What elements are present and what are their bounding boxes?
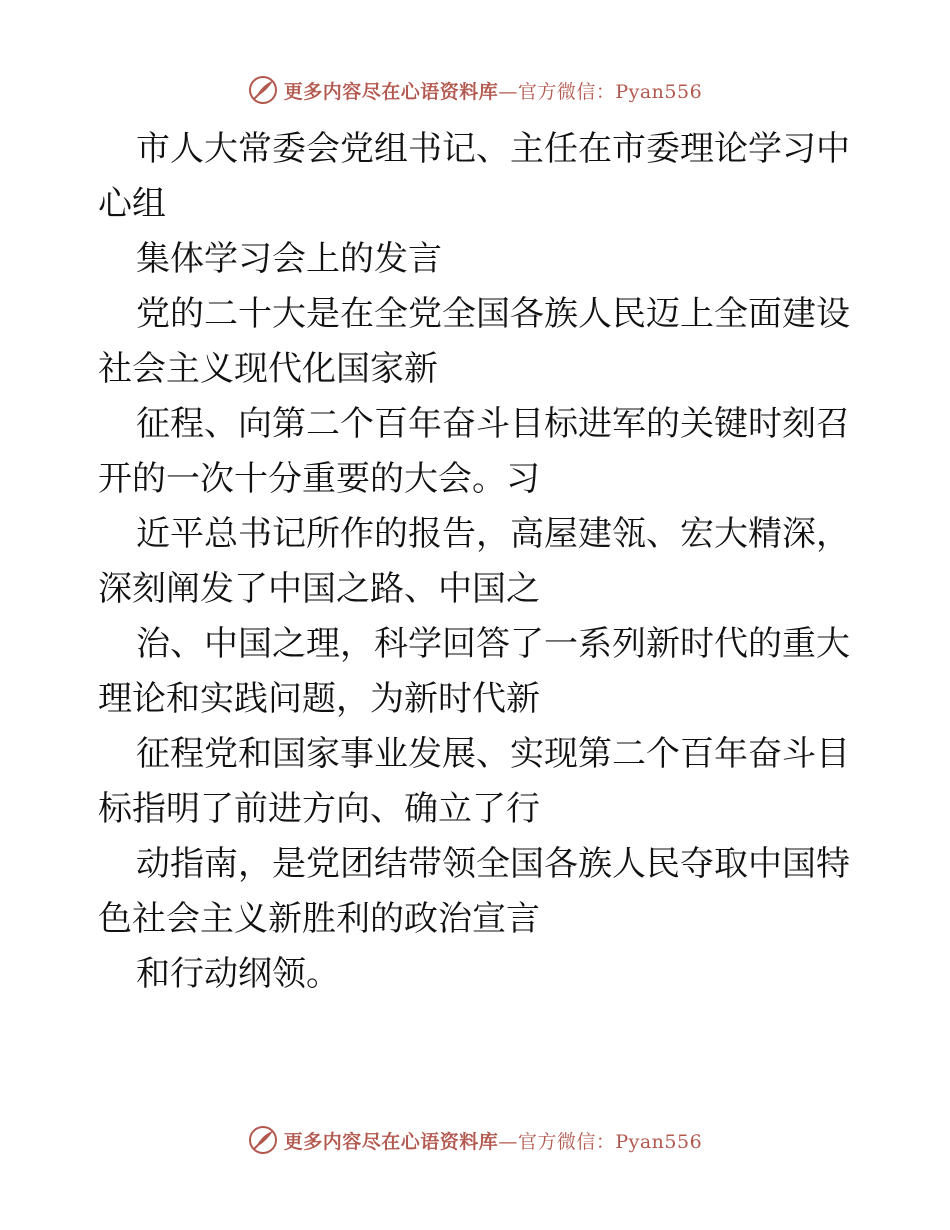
footer-separator: —: [498, 1130, 518, 1153]
paragraph-8: 动指南，是党团结带领全国各族人民夺取中国特色社会主义新胜利的政治宣言: [98, 844, 850, 939]
footer-watermark-inner: [248, 1125, 702, 1155]
paragraph-1: 市人大常委会党组书记、主任在市委理论学习中心组: [98, 129, 850, 224]
paragraph-6: 治、中国之理，科学回答了一系列新时代的重大理论和实践问题，为新时代新: [98, 624, 850, 719]
header-separator: —: [498, 80, 518, 103]
quill-logo-icon: [248, 75, 278, 105]
paragraph-4: 征程、向第二个百年奋斗目标进军的关键时刻召开的一次十分重要的大会。习: [98, 404, 850, 499]
footer-watermark-text: [284, 1127, 702, 1154]
header-watermark-text: [284, 77, 702, 104]
footer-watermark: [0, 1122, 950, 1158]
header-watermark: [0, 72, 950, 108]
paragraph-2: 集体学习会上的发言: [136, 239, 442, 279]
header-library-name: 更多内容尽在心语资料库: [283, 80, 499, 103]
document-body: [98, 122, 858, 1002]
paragraph-5: 近平总书记所作的报告，高屋建瓴、宏大精深，深刻阐发了中国之路、中国之: [98, 514, 850, 609]
paragraph-9: 和行动纲领。: [136, 954, 340, 994]
paragraph-3: 党的二十大是在全党全国各族人民迈上全面建设社会主义现代化国家新: [98, 294, 850, 389]
footer-library-name: 更多内容尽在心语资料库: [283, 1130, 499, 1153]
paragraph-7: 征程党和国家事业发展、实现第二个百年奋斗目标指明了前进方向、确立了行: [98, 734, 850, 829]
footer-wechat-label: 官方微信：: [517, 1130, 616, 1153]
footer-wechat-id: Pyan556: [615, 1130, 703, 1153]
quill-logo-icon: [248, 1125, 278, 1155]
header-wechat-label: 官方微信：: [517, 80, 616, 103]
header-wechat-id: Pyan556: [615, 80, 703, 103]
header-watermark-inner: [248, 75, 702, 105]
